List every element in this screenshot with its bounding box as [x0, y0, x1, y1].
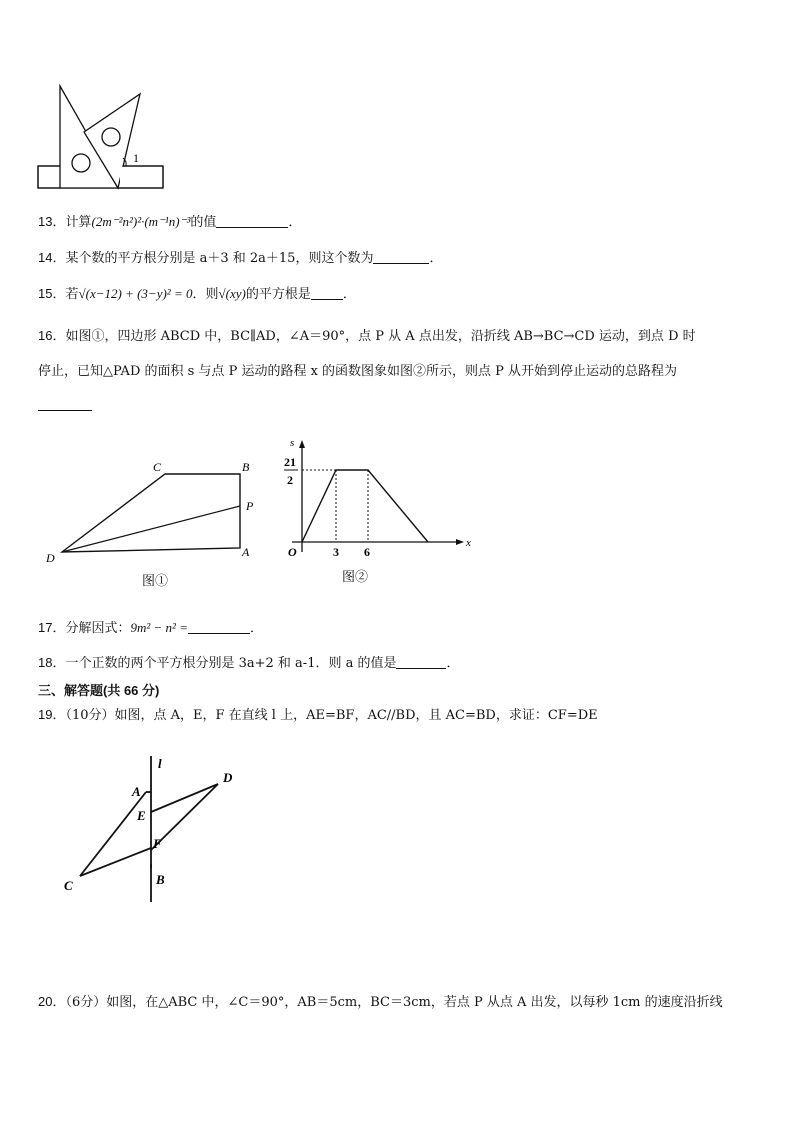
function-graph — [278, 434, 478, 564]
answer-blank[interactable] — [396, 654, 446, 669]
question-19 — [38, 705, 598, 726]
question-number: 17． — [38, 620, 66, 635]
y-axis-label: s — [290, 437, 295, 449]
label-f: F — [153, 836, 162, 851]
label-e: E — [137, 808, 146, 823]
math-expression: (2m⁻²n²)²·(m⁻¹n)⁻³ — [91, 214, 191, 229]
question-text: 计算 — [65, 215, 92, 230]
math-expression: √(x−12) + (3−y)² = 0 — [78, 286, 193, 301]
question-text: 如图，点 A，E，F 在直线 l 上，AE=BF，AC//BD，且 AC=BD，求证：CF=DE — [114, 708, 598, 723]
question-number: 19． — [38, 707, 66, 722]
label-c: C — [64, 878, 73, 893]
question-number: 15． — [38, 286, 66, 301]
label-d: D — [223, 770, 233, 785]
question-text: 某个数的平方根分别是 a＋3 和 2a＋15，则这个数为 — [65, 251, 374, 266]
question-text: 如图①，四边形 ABCD 中，BC∥AD，∠A＝90°，点 P 从 A 点出发，沿折线 AB→BC→CD 运动，到点 D 时 — [65, 329, 696, 344]
question-number: 14． — [38, 250, 66, 265]
answer-blank[interactable] — [373, 249, 429, 264]
question-text: 的值 — [190, 215, 217, 230]
question-text: 停止，已知△PAD 的面积 s 与点 P 运动的路程 x 的函数图象如图②所示，则点 P 从开始到停止运动的总路程为 — [38, 364, 678, 379]
question-15: 15．若√(x−12) + (3−y)² = 0．则√(xy)的平方根是 ． — [38, 286, 356, 302]
angle-label: 1 — [133, 151, 139, 165]
question-20 — [38, 992, 723, 1013]
set-square-figure — [36, 82, 168, 192]
y-tick-denominator: 2 — [287, 473, 293, 487]
label-a: A — [132, 784, 141, 799]
question-16-line1 — [38, 326, 696, 347]
answer-blank[interactable] — [311, 285, 343, 300]
label-p: P — [246, 499, 254, 513]
question-text: 分解因式： — [65, 621, 131, 636]
label-b: B — [156, 872, 165, 887]
score: （6分） — [65, 995, 107, 1010]
answer-blank[interactable] — [188, 619, 250, 634]
segment-dp — [62, 506, 240, 552]
answer-blank[interactable] — [216, 213, 288, 228]
question-13: 13．计算(2m⁻²n²)²·(m⁻¹n)⁻³的值 ． — [38, 214, 302, 230]
label-a: A — [242, 545, 250, 559]
label-d: D — [46, 551, 55, 565]
question-text: 如图，在△ABC 中，∠C＝90°，AB＝5cm，BC＝3cm，若点 P 从点 A 出发，以每秒 1cm 的速度沿折线 — [106, 995, 723, 1010]
label-l: l — [158, 756, 162, 771]
figure-caption: 图② — [342, 570, 369, 585]
question-16-blank-line — [38, 396, 92, 416]
x-axis-label: x — [466, 537, 471, 549]
score: （10分） — [65, 708, 115, 723]
label-c: C — [153, 460, 162, 474]
math-expression: √(xy) — [218, 286, 246, 301]
graph-line — [302, 470, 428, 542]
x-tick-3: 3 — [333, 545, 339, 559]
question-18: 18．一个正数的两个平方根分别是 3a+2 和 a-1．则 a 的值是 ． — [38, 655, 460, 671]
question-number: 18． — [38, 655, 66, 670]
y-tick-numerator: 21 — [284, 455, 296, 469]
trapezoid-figure — [40, 456, 265, 568]
question-16-line2 — [38, 362, 677, 382]
x-tick-6: 6 — [364, 545, 370, 559]
label-b: B — [242, 460, 250, 474]
figure-caption: 图① — [142, 574, 169, 589]
question-number: 20． — [38, 994, 66, 1009]
question-text: 若 — [65, 287, 79, 302]
math-expression: 9m² − n² = — [130, 620, 188, 635]
question-14: 14．某个数的平方根分别是 a＋3 和 2a＋15，则这个数为 ． — [38, 250, 443, 266]
question-number: 16． — [38, 328, 66, 343]
origin-label: O — [288, 545, 297, 559]
parallel-lines-figure — [58, 752, 248, 906]
section-heading: 三、解答题(共 66 分) — [38, 683, 160, 698]
question-text: 一个正数的两个平方根分别是 3a+2 和 a-1．则 a 的值是 — [65, 656, 397, 671]
question-number: 13． — [38, 214, 66, 229]
question-17: 17．分解因式：9m² − n² = ． — [38, 620, 263, 636]
answer-blank[interactable] — [38, 396, 92, 411]
